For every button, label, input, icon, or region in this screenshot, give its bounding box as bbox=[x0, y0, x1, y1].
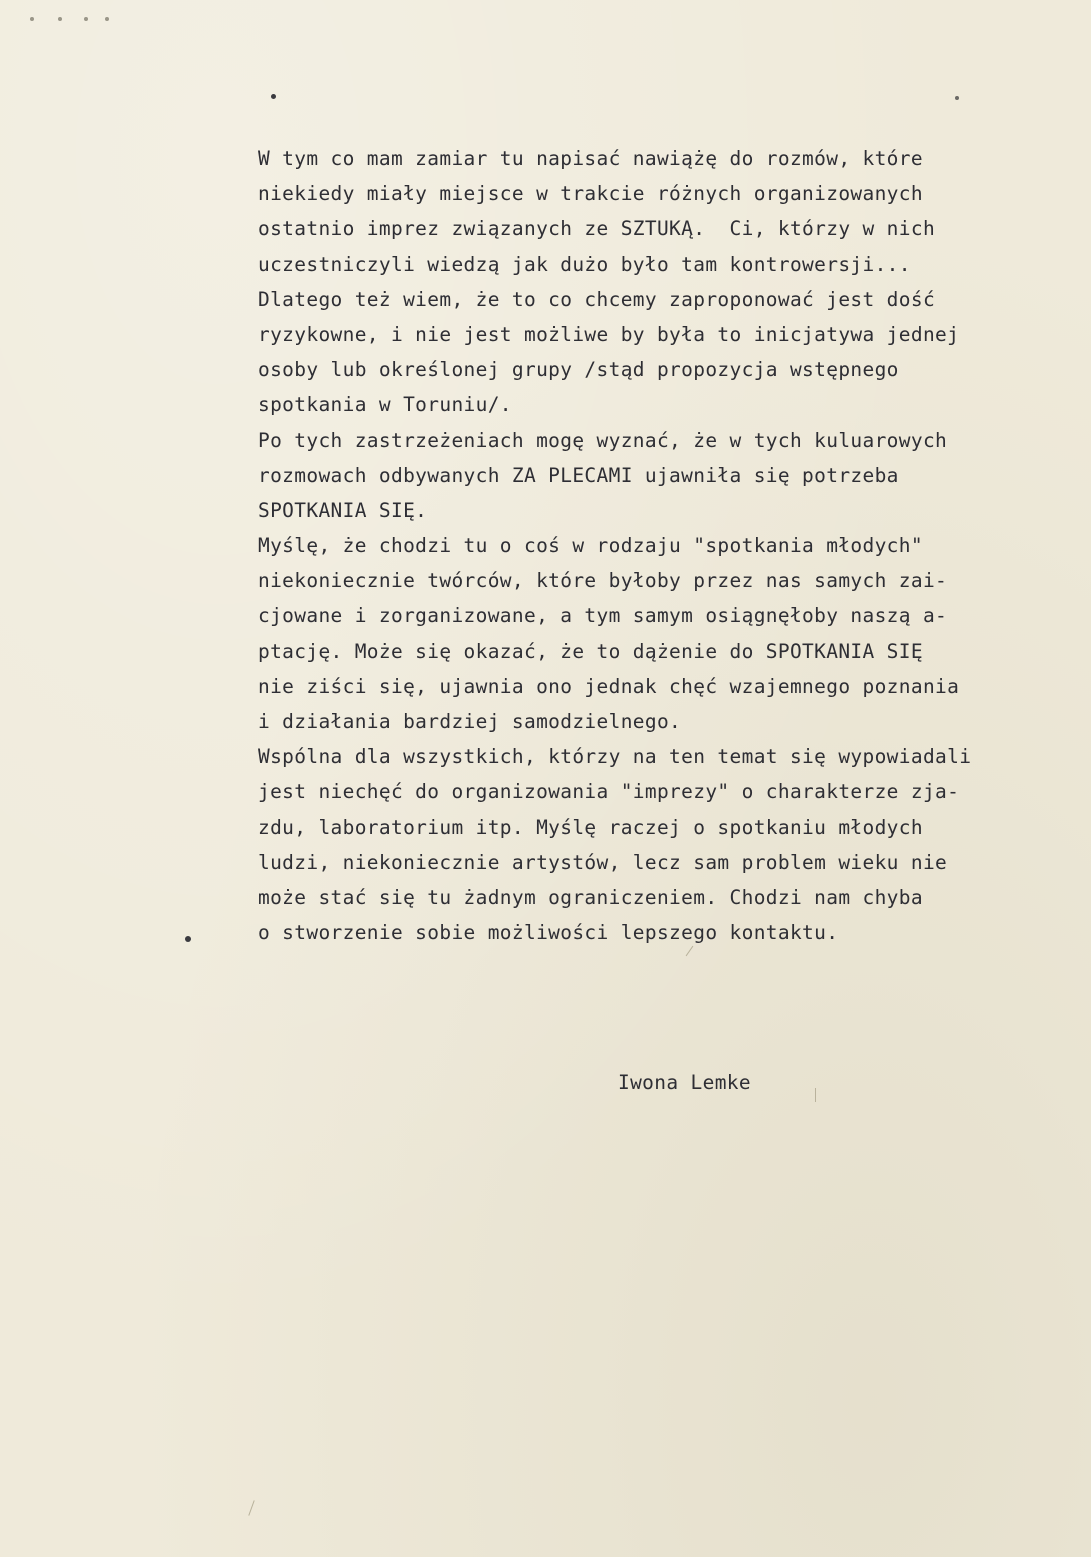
text-line: SPOTKANIA SIĘ. bbox=[258, 498, 428, 522]
text-line: Myślę, że chodzi tu o coś w rodzaju "spotkania młodych" bbox=[258, 534, 923, 558]
text-line: może stać się tu żadnym ograniczeniem. Chodzi nam chyba bbox=[258, 885, 923, 909]
text-line: uczestniczyli wiedzą jak dużo było tam kontrowersji... bbox=[258, 252, 911, 276]
text-line: cjowane i zorganizowane, a tym samym osiągnęłoby naszą a- bbox=[258, 604, 948, 628]
text-line: o stworzenie sobie możliwości lepszego kontaktu. bbox=[258, 921, 839, 945]
text-line: W tym co mam zamiar tu napisać nawiążę do rozmów, które bbox=[258, 147, 923, 170]
corner-dot bbox=[105, 17, 109, 21]
text-line: spotkania w Toruniu/. bbox=[258, 393, 512, 417]
text-line: Po tych zastrzeżeniach mogę wyznać, że w tych kuluarowych bbox=[258, 428, 948, 452]
text-line: ludzi, niekoniecznie artystów, lecz sam problem wieku nie bbox=[258, 850, 948, 874]
punch-mark-top-right bbox=[955, 96, 959, 100]
text-line: Wspólna dla wszystkich, którzy na ten temat się wypowiadali bbox=[258, 745, 972, 769]
text-line: jest niechęć do organizowania "imprezy" o charakterze zja- bbox=[258, 780, 960, 804]
text-line: ostatnio imprez związanych ze SZTUKĄ. Ci, którzy w nich bbox=[258, 217, 936, 241]
text-line: i działania bardziej samodzielnego. bbox=[258, 710, 682, 733]
text-line: zdu, laboratorium itp. Myślę raczej o spotkaniu młodych bbox=[258, 815, 923, 839]
text-line: rozmowach odbywanych ZA PLECAMI ujawniła się potrzeba bbox=[258, 463, 899, 487]
text-line: ptację. Może się okazać, że to dążenie do SPOTKANIA SIĘ bbox=[258, 639, 923, 663]
punch-mark-top-left bbox=[271, 94, 276, 99]
text-line: Dlatego też wiem, że to co chcemy zaproponować jest dość bbox=[258, 287, 936, 311]
text-line: osoby lub określonej grupy /stąd propozycja wstępnego bbox=[258, 358, 899, 382]
corner-dot bbox=[30, 17, 34, 21]
stray-mark bbox=[248, 1500, 254, 1515]
stray-mark bbox=[815, 1088, 816, 1102]
text-line: niekiedy miały miejsce w trakcie różnych organizowanych bbox=[258, 182, 923, 206]
text-line: ryzykowne, i nie jest możliwe by była to inicjatywa jednej bbox=[258, 322, 960, 346]
text-line: nie ziści się, ujawnia ono jednak chęć wzajemnego poznania bbox=[258, 674, 960, 698]
punch-mark-left bbox=[185, 936, 191, 942]
corner-dot bbox=[84, 17, 88, 21]
corner-dot bbox=[58, 17, 62, 21]
letter-body bbox=[258, 141, 1058, 950]
signature-name: Iwona Lemke bbox=[618, 1071, 751, 1094]
text-line: niekoniecznie twórców, które byłoby przez nas samych zai- bbox=[258, 569, 948, 593]
